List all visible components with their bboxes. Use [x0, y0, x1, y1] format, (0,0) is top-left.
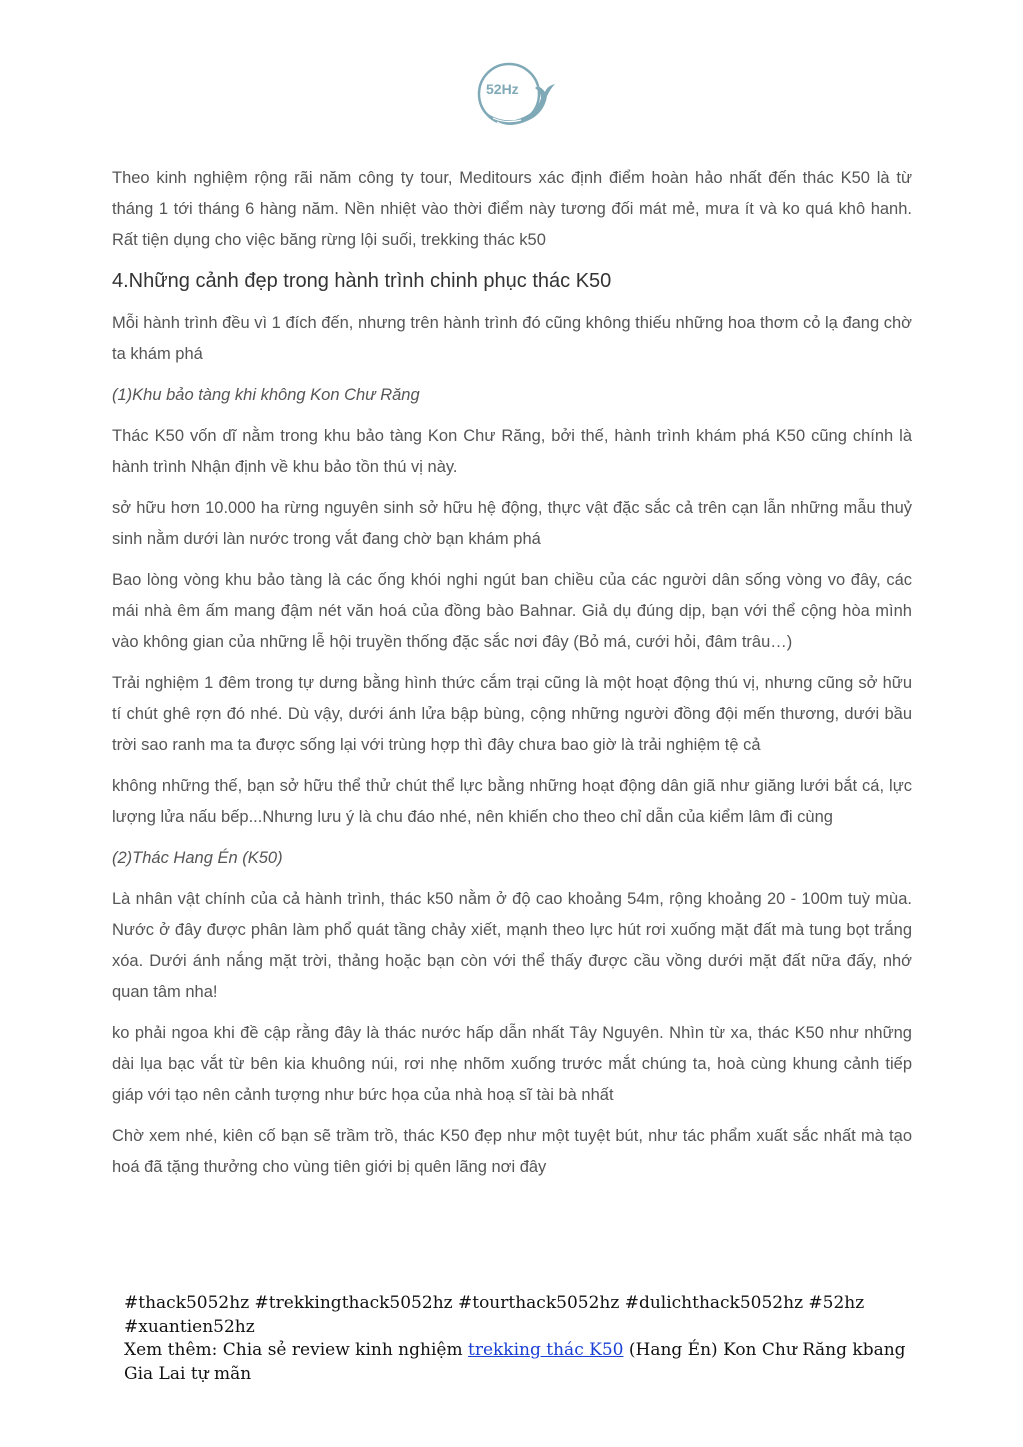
see-more-suffix: (Hang Én) Kon Chư Răng kbang Gia Lai tự mãn — [124, 1340, 906, 1384]
logo-text: 52Hz — [486, 81, 519, 97]
paragraph: Là nhân vật chính của cả hành trình, thác k50 nằm ở độ cao khoảng 54m, rộng khoảng 20 - 100m tuỳ mùa. Nước ở đây được phân làm phổ quát tầng chảy xiết, mạnh theo lực hút rơi xuống mặt đất mà tung bọt trắng xóa. Dưới ánh nắng mặt trời, thảng hoặc bạn còn với thể thấy được cầu vồng dưới mặt đất nữa đấy, nhớ quan tâm nha! — [112, 890, 912, 1001]
paragraph: không những thế, bạn sở hữu thể thử chút thể lực bằng những hoạt động dân giã như giăng lưới bắt cá, lực lượng lửa nấu bếp...Nhưng lưu ý là chu đáo nhé, nên khiến cho theo chỉ dẫn của kiểm lâm đi cùng — [112, 777, 912, 826]
paragraph: Theo kinh nghiệm rộng rãi năm công ty tour, Meditours xác định điểm hoàn hảo nhất đến thác K50 là từ tháng 1 tới tháng 6 hàng năm. Nền nhiệt vào thời điểm này tương đối mát mẻ, mưa ít và ko quá khô hanh. Rất tiện dụng cho việc băng rừng lội suối, trekking thác k50 — [112, 169, 912, 249]
article-body — [112, 163, 912, 1193]
whale-icon — [471, 58, 555, 142]
see-more-line — [124, 1339, 914, 1386]
trekking-link[interactable]: trekking thác K50 — [467, 1340, 624, 1360]
section-heading: 4.Những cảnh đẹp trong hành trình chinh phục thác K50 — [112, 270, 612, 292]
paragraph: Bao lòng vòng khu bảo tàng là các ống khói nghi ngút ban chiều của các người dân sống vòng vo đây, các mái nhà êm ấm mang đậm nét văn hoá của đồng bào Bahnar. Giả dụ đúng dịp, bạn với thể cộng hòa mình vào không gian của những lễ hội truyền thống đặc sắc nơi đây (Bỏ má, cưới hỏi, đâm trâu…) — [112, 571, 912, 651]
hashtags: #thack5052hz #trekkingthack5052hz #tourthack5052hz #dulichthack5052hz #52hz #xuantien52hz — [124, 1293, 865, 1337]
footer-notes — [124, 1292, 914, 1386]
paragraph: sở hữu hơn 10.000 ha rừng nguyên sinh sở hữu hệ động, thực vật đặc sắc cả trên cạn lẫn những mẫu thuỷ sinh nằm dưới làn nước trong vắt đang chờ bạn khám phá — [112, 499, 912, 548]
paragraph: Chờ xem nhé, kiên cố bạn sẽ trầm trồ, thác K50 đẹp như một tuyệt bút, như tác phẩm xuất sắc nhất mà tạo hoá đã tặng thưởng cho vùng tiên giới bị quên lãng nơi đây — [112, 1127, 912, 1176]
paragraph: Mỗi hành trình đều vì 1 đích đến, nhưng trên hành trình đó cũng không thiếu những hoa thơm cỏ lạ đang chờ ta khám phá — [112, 314, 912, 363]
paragraph: Thác K50 vốn dĩ nằm trong khu bảo tàng Kon Chư Răng, bởi thế, hành trình khám phá K50 cũng chính là hành trình Nhận định về khu bảo tồn thú vị này. — [112, 427, 912, 476]
paragraph: ko phải ngoa khi đề cập rằng đây là thác nước hấp dẫn nhất Tây Nguyên. Nhìn từ xa, thác K50 như những dài lụa bạc vắt từ bên kia khuông núi, rơi nhẹ nhõm xuống trước mắt chúng ta, hoà cùng khung cảnh tiếp giáp với tạo nên cảnh tượng như bức họa của nhà hoạ sĩ tài bà nhất — [112, 1024, 912, 1104]
subsection-heading: (1)Khu bảo tàng khi không Kon Chư Răng — [112, 386, 420, 404]
subsection-heading: (2)Thác Hang Én (K50) — [112, 849, 283, 867]
paragraph: Trải nghiệm 1 đêm trong tự dưng bằng hình thức cắm trại cũng là một hoạt động thú vị, nhưng cũng sở hữu tí chút ghê rợn đó nhé. Dù vậy, dưới ánh lửa bập bùng, cộng những người đồng đội mến thương, dưới bầu trời sao ranh ma ta được sống lại với trùng hợp thì đây chưa bao giờ là trải nghiệm tệ cả — [112, 674, 912, 754]
see-more-prefix: Xem thêm: Chia sẻ review kinh nghiệm — [124, 1340, 468, 1360]
